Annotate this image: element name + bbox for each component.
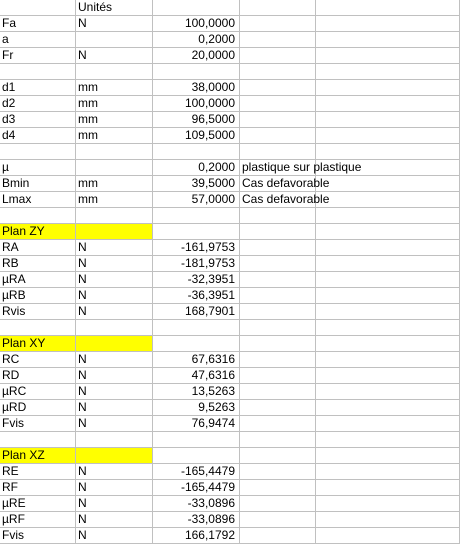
- cell-r21-extra[interactable]: [316, 320, 460, 336]
- cell-r20-unit[interactable]: N: [76, 304, 153, 320]
- cell-r17-extra[interactable]: [316, 256, 460, 272]
- cell-r6-extra[interactable]: [316, 80, 460, 96]
- cell-r24-extra[interactable]: [316, 368, 460, 384]
- cell-r8-extra[interactable]: [316, 112, 460, 128]
- cell-r27-value[interactable]: 76,9474: [153, 416, 240, 432]
- cell-r27-unit[interactable]: N: [76, 416, 153, 432]
- cell-r28-note[interactable]: [240, 432, 316, 448]
- cell-r18-value[interactable]: -32,3951: [153, 272, 240, 288]
- cell-r10-value[interactable]: [153, 144, 240, 160]
- cell-r1-unit[interactable]: Unités: [76, 0, 153, 16]
- cell-r33-note[interactable]: [240, 512, 316, 528]
- cell-r31-extra[interactable]: [316, 480, 460, 496]
- cell-r4-unit[interactable]: N: [76, 48, 153, 64]
- cell-r3-note[interactable]: [240, 32, 316, 48]
- cell-r31-label[interactable]: RF: [0, 480, 76, 496]
- cell-r26-unit[interactable]: N: [76, 400, 153, 416]
- cell-r32-label[interactable]: µRE: [0, 496, 76, 512]
- cell-r10-unit[interactable]: [76, 144, 153, 160]
- cell-r17-note[interactable]: [240, 256, 316, 272]
- cell-r16-extra[interactable]: [316, 240, 460, 256]
- cell-r31-value[interactable]: -165,4479: [153, 480, 240, 496]
- cell-r3-unit[interactable]: [76, 32, 153, 48]
- cell-r8-label[interactable]: d3: [0, 112, 76, 128]
- cell-r13-extra[interactable]: [316, 192, 460, 208]
- cell-r24-label[interactable]: RD: [0, 368, 76, 384]
- cell-r3-value[interactable]: 0,2000: [153, 32, 240, 48]
- cell-r23-unit[interactable]: N: [76, 352, 153, 368]
- cell-r28-unit[interactable]: [76, 432, 153, 448]
- cell-r30-extra[interactable]: [316, 464, 460, 480]
- cell-r28-label[interactable]: [0, 432, 76, 448]
- cell-r30-unit[interactable]: N: [76, 464, 153, 480]
- cell-r20-extra[interactable]: [316, 304, 460, 320]
- cell-r34-note[interactable]: [240, 528, 316, 544]
- cell-r32-unit[interactable]: N: [76, 496, 153, 512]
- cell-r2-note[interactable]: [240, 16, 316, 32]
- cell-r17-value[interactable]: -181,9753: [153, 256, 240, 272]
- cell-r21-label[interactable]: [0, 320, 76, 336]
- cell-r32-value[interactable]: -33,0896: [153, 496, 240, 512]
- cell-r15-unit[interactable]: [76, 224, 153, 240]
- cell-r7-label[interactable]: d2: [0, 96, 76, 112]
- cell-r21-note[interactable]: [240, 320, 316, 336]
- cell-r22-note[interactable]: [240, 336, 316, 352]
- cell-r9-note[interactable]: [240, 128, 316, 144]
- cell-r23-label[interactable]: RC: [0, 352, 76, 368]
- cell-r1-extra[interactable]: [316, 0, 460, 16]
- cell-r22-unit[interactable]: [76, 336, 153, 352]
- cell-r5-value[interactable]: [153, 64, 240, 80]
- cell-r25-extra[interactable]: [316, 384, 460, 400]
- cell-r27-extra[interactable]: [316, 416, 460, 432]
- cell-r31-unit[interactable]: N: [76, 480, 153, 496]
- cell-r29-extra[interactable]: [316, 448, 460, 464]
- cell-r11-value[interactable]: 0,2000: [153, 160, 240, 176]
- cell-r15-label[interactable]: Plan ZY: [0, 224, 76, 240]
- cell-r14-unit[interactable]: [76, 208, 153, 224]
- cell-r30-note[interactable]: [240, 464, 316, 480]
- cell-r24-note[interactable]: [240, 368, 316, 384]
- cell-r24-unit[interactable]: N: [76, 368, 153, 384]
- cell-r33-value[interactable]: -33,0896: [153, 512, 240, 528]
- cell-r31-note[interactable]: [240, 480, 316, 496]
- cell-r4-label[interactable]: Fr: [0, 48, 76, 64]
- cell-r15-note[interactable]: [240, 224, 316, 240]
- cell-r19-unit[interactable]: N: [76, 288, 153, 304]
- cell-r12-note[interactable]: Cas defavorable: [242, 176, 330, 190]
- cell-r10-extra[interactable]: [316, 144, 460, 160]
- cell-r32-note[interactable]: [240, 496, 316, 512]
- cell-r21-unit[interactable]: [76, 320, 153, 336]
- cell-r17-unit[interactable]: N: [76, 256, 153, 272]
- cell-r26-label[interactable]: µRD: [0, 400, 76, 416]
- cell-r26-value[interactable]: 9,5263: [153, 400, 240, 416]
- cell-r25-note[interactable]: [240, 384, 316, 400]
- cell-r28-value[interactable]: [153, 432, 240, 448]
- cell-r32-extra[interactable]: [316, 496, 460, 512]
- cell-r15-extra[interactable]: [316, 224, 460, 240]
- cell-r6-label[interactable]: d1: [0, 80, 76, 96]
- cell-r23-note[interactable]: [240, 352, 316, 368]
- cell-r18-extra[interactable]: [316, 272, 460, 288]
- cell-r14-value[interactable]: [153, 208, 240, 224]
- cell-r22-extra[interactable]: [316, 336, 460, 352]
- cell-r29-note[interactable]: [240, 448, 316, 464]
- cell-r29-value[interactable]: [153, 448, 240, 464]
- cell-r9-value[interactable]: 109,5000: [153, 128, 240, 144]
- cell-r10-note[interactable]: [240, 144, 316, 160]
- cell-r8-value[interactable]: 96,5000: [153, 112, 240, 128]
- cell-r34-value[interactable]: 166,1792: [153, 528, 240, 544]
- cell-r10-label[interactable]: [0, 144, 76, 160]
- cell-r25-value[interactable]: 13,5263: [153, 384, 240, 400]
- cell-r19-label[interactable]: µRB: [0, 288, 76, 304]
- cell-r18-unit[interactable]: N: [76, 272, 153, 288]
- cell-r1-note[interactable]: [240, 0, 316, 16]
- cell-r16-note[interactable]: [240, 240, 316, 256]
- cell-r13-label[interactable]: Lmax: [0, 192, 76, 208]
- cell-r4-extra[interactable]: [316, 48, 460, 64]
- cell-r6-note[interactable]: [240, 80, 316, 96]
- cell-r3-extra[interactable]: [316, 32, 460, 48]
- cell-r25-unit[interactable]: N: [76, 384, 153, 400]
- cell-r19-extra[interactable]: [316, 288, 460, 304]
- cell-r30-label[interactable]: RE: [0, 464, 76, 480]
- cell-r4-note[interactable]: [240, 48, 316, 64]
- cell-r20-label[interactable]: Rvis: [0, 304, 76, 320]
- cell-r12-value[interactable]: 39,5000: [153, 176, 240, 192]
- cell-r11-extra[interactable]: [316, 160, 460, 176]
- cell-r15-value[interactable]: [153, 224, 240, 240]
- cell-r2-extra[interactable]: [316, 16, 460, 32]
- cell-r12-label[interactable]: Bmin: [0, 176, 76, 192]
- cell-r17-label[interactable]: RB: [0, 256, 76, 272]
- cell-r33-unit[interactable]: N: [76, 512, 153, 528]
- cell-r20-value[interactable]: 168,7901: [153, 304, 240, 320]
- cell-r6-unit[interactable]: mm: [76, 80, 153, 96]
- cell-r29-label[interactable]: Plan XZ: [0, 448, 76, 464]
- cell-r13-value[interactable]: 57,0000: [153, 192, 240, 208]
- cell-r33-label[interactable]: µRF: [0, 512, 76, 528]
- cell-r27-note[interactable]: [240, 416, 316, 432]
- cell-r21-value[interactable]: [153, 320, 240, 336]
- cell-r14-label[interactable]: [0, 208, 76, 224]
- cell-r34-extra[interactable]: [316, 528, 460, 544]
- cell-r7-note[interactable]: [240, 96, 316, 112]
- cell-r20-note[interactable]: [240, 304, 316, 320]
- cell-r22-value[interactable]: [153, 336, 240, 352]
- cell-r7-extra[interactable]: [316, 96, 460, 112]
- cell-r11-label[interactable]: µ: [0, 160, 76, 176]
- cell-r1-value[interactable]: [153, 0, 240, 16]
- cell-r16-value[interactable]: -161,9753: [153, 240, 240, 256]
- cell-r22-label[interactable]: Plan XY: [0, 336, 76, 352]
- cell-r33-extra[interactable]: [316, 512, 460, 528]
- cell-r13-note[interactable]: Cas defavorable: [242, 192, 330, 206]
- cell-r26-note[interactable]: [240, 400, 316, 416]
- cell-r26-extra[interactable]: [316, 400, 460, 416]
- cell-r19-note[interactable]: [240, 288, 316, 304]
- cell-r11-unit[interactable]: [76, 160, 153, 176]
- cell-r7-value[interactable]: 100,0000: [153, 96, 240, 112]
- cell-r3-label[interactable]: a: [0, 32, 76, 48]
- cell-r23-value[interactable]: 67,6316: [153, 352, 240, 368]
- cell-r16-unit[interactable]: N: [76, 240, 153, 256]
- cell-r5-extra[interactable]: [316, 64, 460, 80]
- cell-r5-label[interactable]: [0, 64, 76, 80]
- cell-r4-value[interactable]: 20,0000: [153, 48, 240, 64]
- cell-r27-label[interactable]: Fvis: [0, 416, 76, 432]
- cell-r34-unit[interactable]: N: [76, 528, 153, 544]
- cell-r7-unit[interactable]: mm: [76, 96, 153, 112]
- cell-r9-label[interactable]: d4: [0, 128, 76, 144]
- cell-r12-extra[interactable]: [316, 176, 460, 192]
- cell-r18-label[interactable]: µRA: [0, 272, 76, 288]
- cell-r34-label[interactable]: Fvis: [0, 528, 76, 544]
- cell-r9-extra[interactable]: [316, 128, 460, 144]
- cell-r16-label[interactable]: RA: [0, 240, 76, 256]
- cell-r29-unit[interactable]: [76, 448, 153, 464]
- cell-r12-unit[interactable]: mm: [76, 176, 153, 192]
- cell-r1-label[interactable]: [0, 0, 76, 16]
- cell-r24-value[interactable]: 47,6316: [153, 368, 240, 384]
- cell-r13-unit[interactable]: mm: [76, 192, 153, 208]
- cell-r18-note[interactable]: [240, 272, 316, 288]
- cell-r23-extra[interactable]: [316, 352, 460, 368]
- cell-r5-unit[interactable]: [76, 64, 153, 80]
- cell-r8-note[interactable]: [240, 112, 316, 128]
- cell-r2-label[interactable]: Fa: [0, 16, 76, 32]
- cell-r2-unit[interactable]: N: [76, 16, 153, 32]
- cell-r9-unit[interactable]: mm: [76, 128, 153, 144]
- cell-r5-note[interactable]: [240, 64, 316, 80]
- cell-r6-value[interactable]: 38,0000: [153, 80, 240, 96]
- cell-r14-note[interactable]: [240, 208, 316, 224]
- cell-r25-label[interactable]: µRC: [0, 384, 76, 400]
- cell-r19-value[interactable]: -36,3951: [153, 288, 240, 304]
- cell-r11-note[interactable]: plastique sur plastique: [242, 160, 362, 174]
- cell-r14-extra[interactable]: [316, 208, 460, 224]
- cell-r30-value[interactable]: -165,4479: [153, 464, 240, 480]
- cell-r28-extra[interactable]: [316, 432, 460, 448]
- cell-r2-value[interactable]: 100,0000: [153, 16, 240, 32]
- cell-r8-unit[interactable]: mm: [76, 112, 153, 128]
